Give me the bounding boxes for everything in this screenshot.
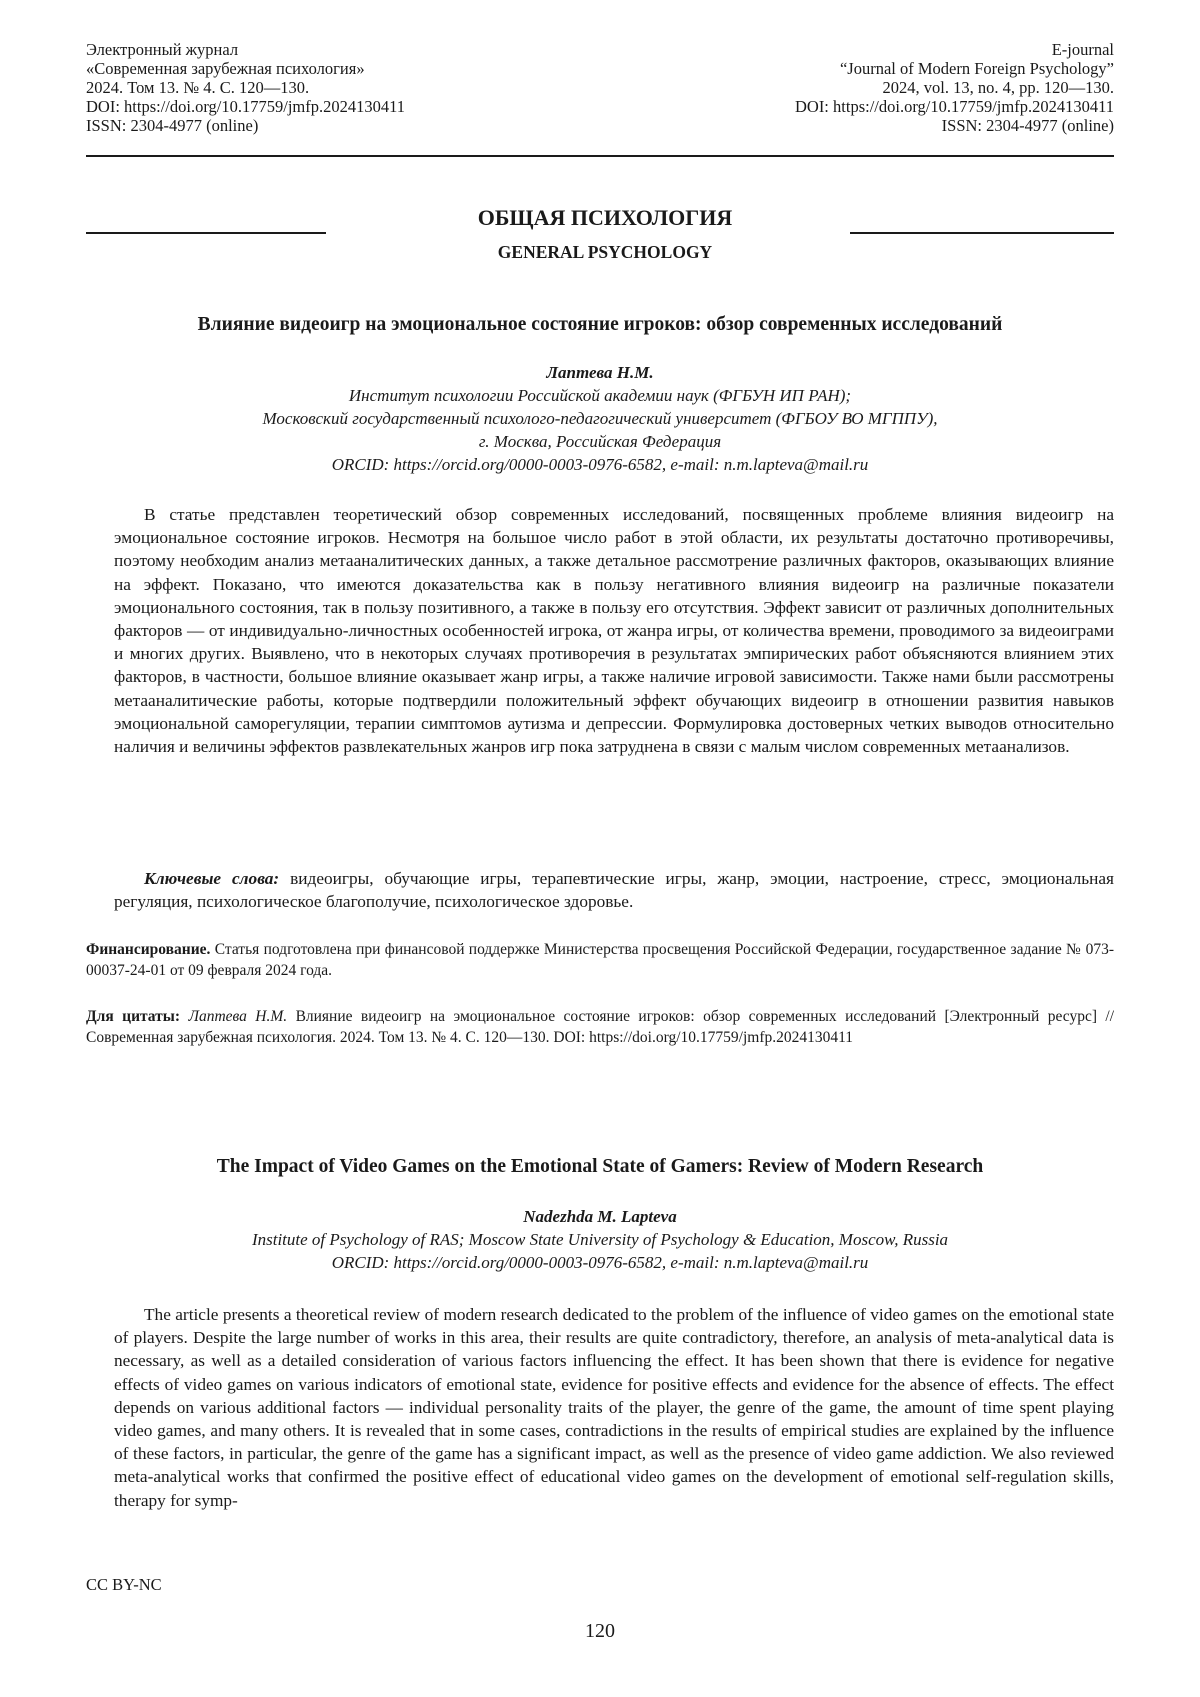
- license-label: CC BY-NC: [86, 1575, 162, 1594]
- citation-author: Лаптева Н.М.: [188, 1008, 288, 1025]
- citation-text: Влияние видеоигр на эмоциональное состояние игроков: обзор современных исследований [Электронный ресурс] // Современная зарубежная психология. 2024. Том 13. № 4. С. 120—130. DOI: https://doi.org/10.17759/jmfp.2024130411: [86, 1008, 1114, 1046]
- author-block-ru: [86, 361, 1114, 476]
- orcid-email-en[interactable]: ORCID: https://orcid.org/0000-0003-0976-6582, e-mail: n.m.lapteva@mail.ru: [331, 1253, 869, 1272]
- section-rule-left: [86, 232, 326, 234]
- author-block-en: [86, 1205, 1114, 1274]
- abstract-ru: В статье представлен теоретический обзор современных исследований, посвященных проблеме влияния видеоигр на эмоциональное состояние игроков. Несмотря на большое число работ в этой области, их результаты достаточно противоречивы, поэтому необходим анализ метааналитических данных, а также детальное рассмотрение различных факторов, оказывающих влияние на эффект. Показано, что имеются доказательства как в пользу негативного влияния видеоигр на различные показатели эмоционального состояния, так в пользу позитивного, а также в пользу его отсутствия. Эффект зависит от различных дополнительных факторов — от индивидуально-личностных особенностей игрока, от жанра игры, от количества времени, проводимого за видеоиграми и многих других. Выявлено, что в некоторых случаях противоречия в результатах эмпирических работ объясняются влиянием этих факторов, в частности, большое влияние оказывает жанр игры, а также наличие игровой зависимости. Также нами были рассмотрены метааналитические работы, которые подтвердили положительный эффект обучающих видеоигр в отношении развития навыков эмоциональной саморегуляции, терапии симптомов аутизма и депрессии. Формулировка достоверных четких выводов относительно наличия и величины эффектов развлекательных жанров игр пока затруднена в связи с малым числом современных метаанализов.: [114, 505, 1114, 757]
- header-en: [795, 40, 1114, 135]
- section-title-en: GENERAL PSYCHOLOGY: [497, 242, 713, 262]
- article-title-ru: Влияние видеоигр на эмоциональное состояние игроков: обзор современных исследований: [197, 314, 1003, 335]
- journal-name-en: “Journal of Modern Foreign Psychology”: [839, 59, 1114, 78]
- citation-label: Для цитаты:: [86, 1008, 181, 1025]
- section-rule-right: [850, 232, 1114, 234]
- header-ru: [86, 40, 405, 135]
- journal-type-en: E-journal: [1051, 40, 1114, 59]
- issue-info-ru: 2024. Том 13. № 4. С. 120—130.: [86, 78, 310, 97]
- section-title-ru: ОБЩАЯ ПСИХОЛОГИЯ: [477, 205, 733, 230]
- affiliation-2-ru: Московский государственный психолого-педагогический университет (ФГБОУ ВО МГППУ),: [262, 409, 938, 428]
- running-header: [86, 40, 1114, 135]
- author-name-ru: Лаптева Н.М.: [546, 363, 654, 382]
- page-number: 120: [585, 1620, 615, 1642]
- abstract-en: The article presents a theoretical review of modern research dedicated to the problem of the influence of video games on the emotional state of players. Despite the large number of works in this area, their results are quite contradictory, therefore, an analysis of meta-analytical data is necessary, as well as a detailed consideration of various factors influencing the effect. It has been shown that there is evidence for negative effects of video games on various indicators of emotional state, evidence for positive effects and evidence for the absence of effects. The effect depends on various additional factors — individual personality traits of the player, the genre of the game, the amount of time spent playing video games, and many others. It is revealed that in some cases, contradictions in the results of empirical studies are explained by the influence of these factors, in particular, the genre of the game has a significant impact, as well as the presence of video game addiction. We also reviewed meta-analytical works that confirmed the positive effect of educational video games on the development of emotional self-regulation skills, therapy for symp-: [114, 1305, 1114, 1510]
- affiliation-1-ru: Институт психологии Российской академии наук (ФГБУН ИП РАН);: [348, 386, 852, 405]
- issue-info-en: 2024, vol. 13, no. 4, pp. 120—130.: [882, 78, 1114, 97]
- article-title-en: The Impact of Video Games on the Emotional State of Gamers: Review of Modern Research: [216, 1156, 984, 1177]
- orcid-email-ru[interactable]: ORCID: https://orcid.org/0000-0003-0976-6582, e-mail: n.m.lapteva@mail.ru: [331, 455, 869, 474]
- issn-ru: ISSN: 2304-4977 (online): [86, 116, 259, 135]
- section-heading: [86, 205, 1114, 265]
- funding-text: Статья подготовлена при финансовой поддержке Министерства просвещения Российской Федерации, государственное задание № 073-00037-24-01 от 09 февраля 2024 года.: [86, 941, 1115, 979]
- doi-ru[interactable]: DOI: https://doi.org/10.17759/jmfp.2024130411: [86, 97, 406, 116]
- citation-note: [86, 1007, 1114, 1048]
- issn-en: ISSN: 2304-4977 (online): [941, 116, 1114, 135]
- funding-note: [86, 940, 1114, 981]
- journal-type-ru: Электронный журнал: [86, 40, 239, 59]
- author-name-en: Nadezhda M. Lapteva: [523, 1207, 677, 1226]
- journal-name-ru: «Современная зарубежная психология»: [86, 59, 365, 78]
- doi-en[interactable]: DOI: https://doi.org/10.17759/jmfp.2024130411: [794, 97, 1114, 116]
- funding-label: Финансирование.: [86, 941, 211, 958]
- keywords-text: видеоигры, обучающие игры, терапевтические игры, жанр, эмоции, настроение, стресс, эмоциональная регуляция, психологическое благополучие, психологическое здоровье.: [114, 869, 1114, 912]
- affiliation-en: Institute of Psychology of RAS; Moscow State University of Psychology & Education, Moscow, Russia: [251, 1230, 949, 1249]
- header-divider: [86, 155, 1114, 157]
- keywords-ru: [114, 867, 1114, 913]
- keywords-label: Ключевые слова:: [144, 869, 280, 888]
- affiliation-3-ru: г. Москва, Российская Федерация: [478, 432, 722, 451]
